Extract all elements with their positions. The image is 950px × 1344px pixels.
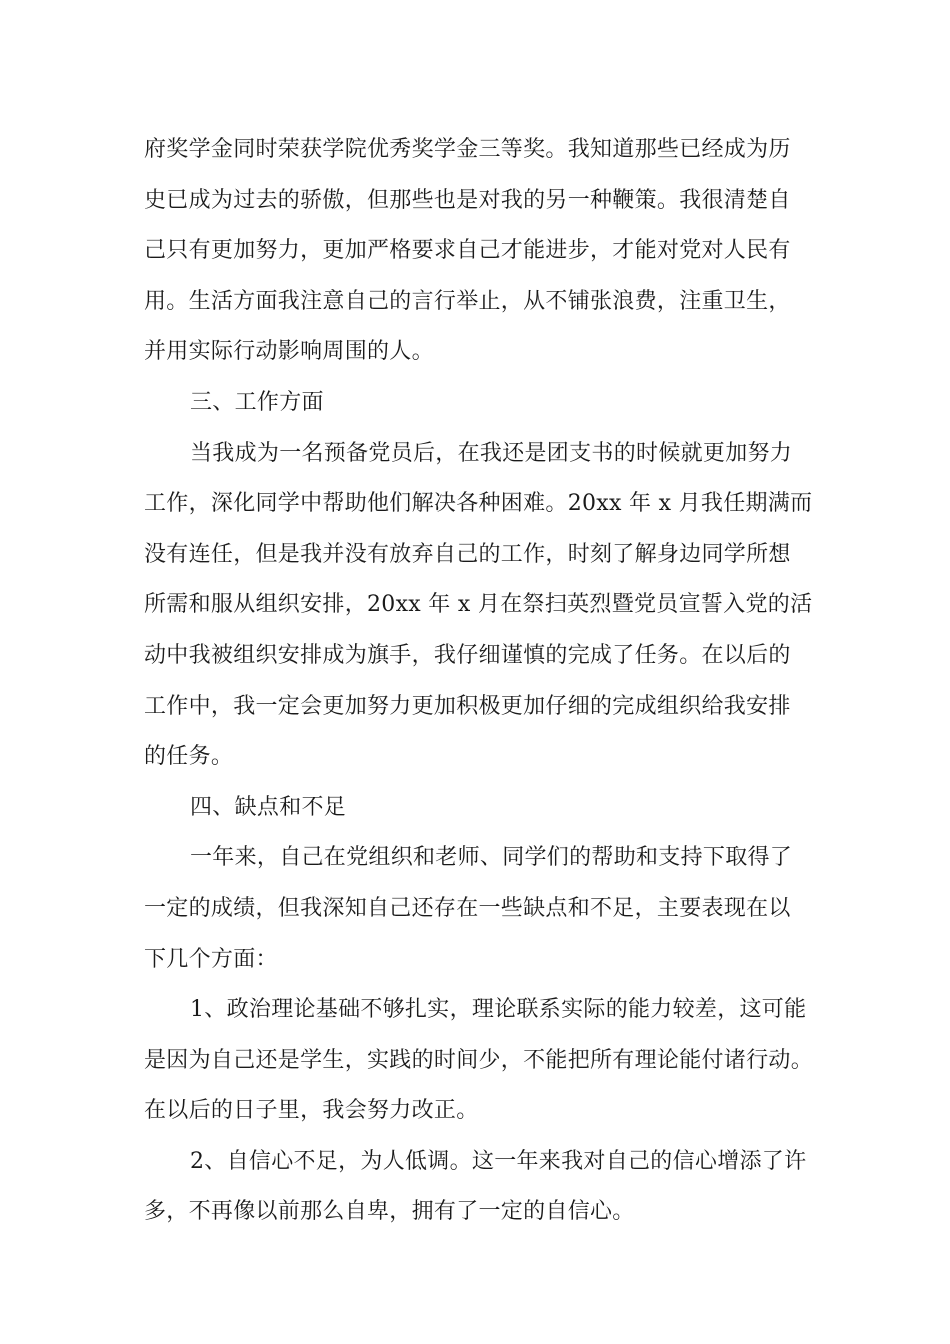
text-line: 府奖学金同时荣获学院优秀奖学金三等奖。我知道那些已经成为历 bbox=[144, 137, 791, 162]
text-line: 在以后的日子里，我会努力改正。 bbox=[144, 1098, 479, 1124]
text-line: 多，不再像以前那么自卑，拥有了一定的自信心。 bbox=[144, 1199, 635, 1225]
text-line: 所需和服从组织安排，20xx 年 x 月在祭扫英烈暨党员宣誓入党的活 bbox=[144, 592, 813, 618]
document-body bbox=[144, 125, 814, 1238]
list-item-2: 2、自信心不足，为人低调。这一年来我对自己的信心增添了许 bbox=[190, 1148, 807, 1174]
text-line: 动中我被组织安排成为旗手，我仔细谨慎的完成了任务。在以后的 bbox=[144, 642, 791, 668]
text-line: 并用实际行动影响周围的人。 bbox=[144, 339, 434, 365]
text-line: 当我成为一名预备党员后，在我还是团支书的时候就更加努力 bbox=[190, 440, 793, 466]
text-line: 没有连任，但是我并没有放弃自己的工作，时刻了解身边同学所想 bbox=[144, 541, 791, 567]
section-heading-work: 三、工作方面 bbox=[190, 389, 324, 415]
text-line: 的任务。 bbox=[144, 744, 234, 770]
text-line: 史已成为过去的骄傲，但那些也是对我的另一种鞭策。我很清楚自 bbox=[144, 187, 791, 213]
section-heading-shortcomings: 四、缺点和不足 bbox=[190, 794, 347, 820]
text-line: 一定的成绩，但我深知自己还存在一些缺点和不足，主要表现在以 bbox=[144, 895, 791, 921]
text-line: 工作中，我一定会更加努力更加积极更加仔细的完成组织给我安排 bbox=[144, 693, 791, 719]
list-item-1: 1、政治理论基础不够扎实，理论联系实际的能力较差，这可能 bbox=[190, 997, 807, 1023]
text-line: 工作，深化同学中帮助他们解决各种困难。20xx 年 x 月我任期满而 bbox=[144, 491, 813, 517]
text-line: 用。生活方面我注意自己的言行举止，从不铺张浪费，注重卫生， bbox=[144, 288, 791, 314]
text-line: 下几个方面： bbox=[144, 946, 278, 972]
text-line: 一年来，自己在党组织和老师、同学们的帮助和支持下取得了 bbox=[190, 845, 793, 871]
text-line: 是因为自己还是学生，实践的时间少，不能把所有理论能付诸行动。 bbox=[144, 1047, 814, 1073]
text-line: 己只有更加努力，更加严格要求自己才能进步，才能对党对人民有 bbox=[144, 238, 791, 264]
